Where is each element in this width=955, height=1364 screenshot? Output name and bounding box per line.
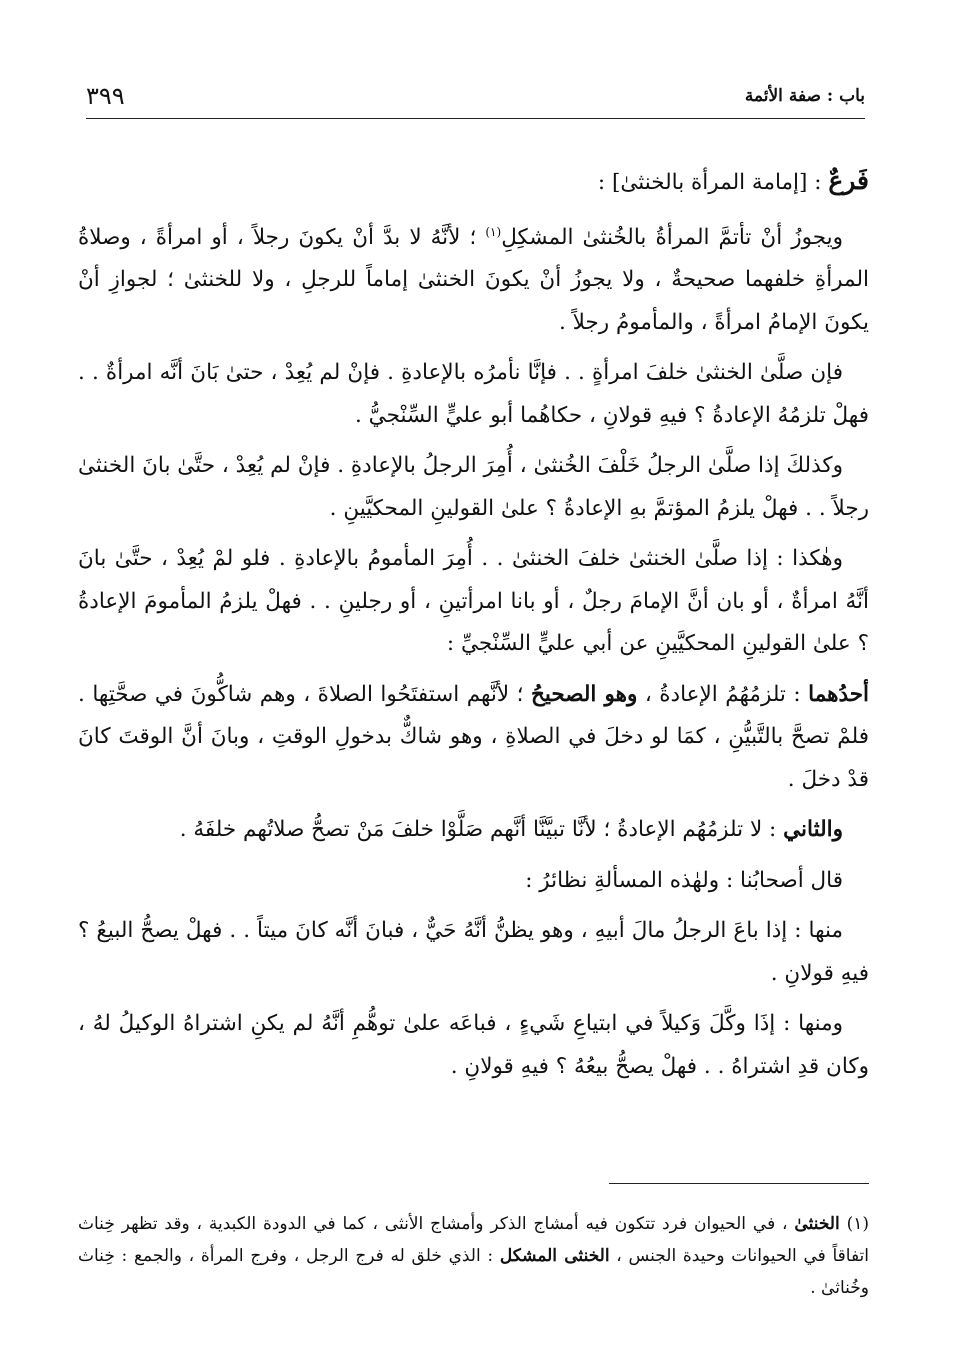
paragraph: والثاني : لا تلزمُهُم الإعادةُ ؛ لأنَّا تبيَّنَّا أنَّهم صَلَّوْا خلفَ مَنْ تصحُّ صلاتُهم خلفَهُ .	[179, 817, 843, 843]
paragraph: وكذلكَ إذا صلَّىٰ الرجلُ خَلْفَ الخُنثىٰ ، أُمِرَ الرجلُ بالإعادةِ . فإنْ لم يُعِدْ ، حتَّىٰ بانَ الخنثىٰ رجلاً . . فهلْ يلزمُ المؤتمَّ بهِ الإعادةُ ؟ علىٰ القولينِ المحكيَّينِ .	[78, 453, 869, 521]
paragraph: وهٰكذا : إذا صلَّىٰ الخنثىٰ خلفَ الخنثىٰ . . أُمِرَ المأمومُ بالإعادةِ . فلو لمْ يُعِدْ ، حتَّىٰ بانَ أنَّهُ امرأةٌ ، أو بان أنَّ الإمامَ رجلٌ ، أو بانا امرأتينِ ، أو رجلينِ . . فهلْ يلزمُ المأمومَ الإعادةُ ؟ علىٰ القولينِ المحكيَّينِ عن أبي عليٍّ السِّنْجيِّ :	[78, 546, 869, 657]
paragraph: ومنها : إذَا وكَّلَ وَكيلاً في ابتياعِ شَيءٍ ، فباعَه علىٰ توهُّمِ أنَّهُ لم يكنِ اشتراهُ الوكيلُ لهُ ، وكان قدِ اشتراهُ . . فهلْ يصحُّ بيعُهُ ؟ فيهِ قولانِ .	[78, 1011, 869, 1079]
section-heading	[78, 160, 869, 205]
page-number: ٣٩٩	[86, 82, 125, 110]
footnote-marker[interactable]: (١)	[485, 224, 502, 239]
heading-keyword: فَرعٌ	[828, 166, 869, 195]
footnote-divider	[609, 1183, 869, 1184]
chapter-title: باب : صفة الأئمة	[744, 86, 865, 106]
paragraph: منها : إذا باعَ الرجلُ مالَ أبيهِ ، وهو يظنُّ أنَّهُ حَيٌّ ، فبانَ أنَّه كانَ ميتاً . . فهلْ يصحُّ البيعُ ؟ فيهِ قولانِ .	[78, 918, 869, 986]
page-header	[86, 82, 865, 119]
footnote-number: (١)	[846, 1214, 870, 1234]
second-opinion-label: والثاني	[783, 817, 843, 843]
correct-opinion-label: وهو الصحيحُ	[530, 681, 638, 707]
heading-text: : [إمامة المرأة بالخنثىٰ] :	[597, 170, 822, 195]
footnote: (١) الخنثىٰ ، في الحيوان فرد تتكون فيه أمشاج الذكر وأمشاج الأنثى ، كما في الدودة الكبدية ، وقد تظهر خِناث اتفاقاً في الحيوانات وحيدة الجنس ، الخنثى المشكل : الذي خلق له فرج الرجل ، وفرج المرأة ، والجمع : خِناث وخُناثىٰ .	[78, 1214, 870, 1298]
paragraph: قال أصحابُنا : ولهٰذه المسألةِ نظائرُ :	[525, 867, 843, 893]
paragraph: أحدُهما : تلزمُهُمُ الإعادةُ ، وهو الصحيحُ ؛ لأنَّهم استفتَحُوا الصلاةَ ، وهم شاكُّونَ في صحَّتِها . فلمْ تصحَّ بالتَّبيُّنِ ، كمَا لو دخلَ في الصلاةِ ، وهو شاكٌّ بدخولِ الوقتِ ، وبانَ أنَّ الوقتَ كانَ قدْ دخلَ .	[78, 681, 870, 792]
paragraph: ويجوزُ أنْ تأتمَّ المرأةُ بالخُنثىٰ المشكِلِ$^{(١)}$ ؛ لأنَّهُ لا بدَّ أنْ يكونَ رجلاً ، أو امرأةً ، وصلاةُ المرأةِ خلفهما صحيحةٌ ، ولا يجوزُ أنْ يكونَ الخنثىٰ إماماً للرجلِ ، ولا للخنثىٰ ؛ لجوازِ أنْ يكونَ الإمامُ امرأةً ، والمأمومُ رجلاً .	[78, 224, 869, 335]
paragraph: فإن صلَّىٰ الخنثىٰ خلفَ امرأةٍ . . فإنَّا نأمرُه بالإعادةِ . فإنْ لم يُعِدْ ، حتىٰ بَانَ أنَّه امرأةٌ . . فهلْ تلزمُهُ الإعادةُ ؟ فيهِ قولانِ ، حكاهُما أبو عليٍّ السِّنْجيُّ .	[78, 360, 869, 428]
first-opinion-label: أحدُهما	[808, 681, 870, 707]
main-text	[78, 160, 869, 1096]
